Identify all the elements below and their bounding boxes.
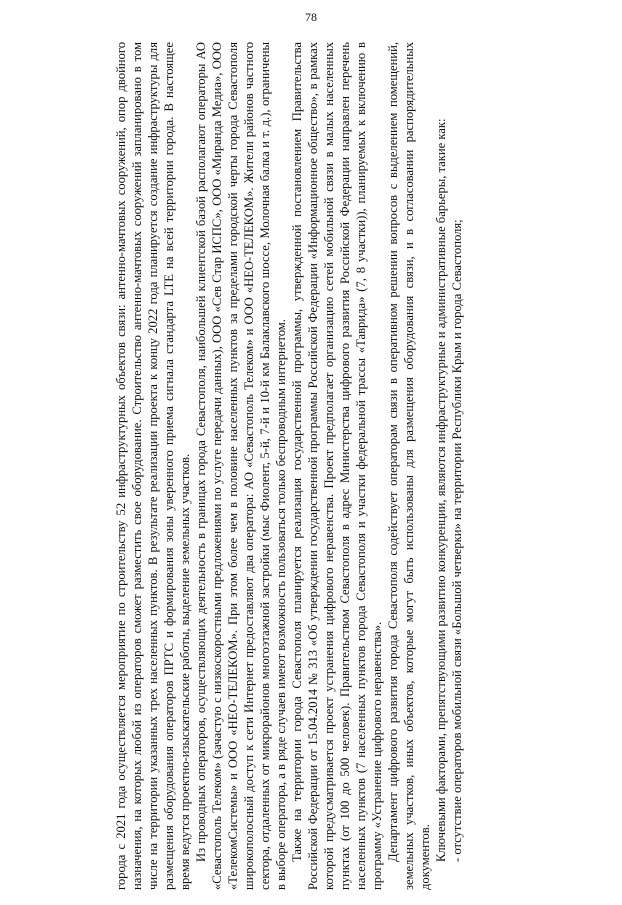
paragraph-4: Департамент цифрового развития города Севастополя содействует операторам связи в оперативном решении вопросов с выделением помещений, земельных участков, иных объектов, которые могут быть использованы для размещения оборудования связи, и в согласовании распорядительных документов. bbox=[386, 42, 432, 890]
paragraph-3: Также на территории города Севастополя планируется реализация государственной программы, утвержденной постановлением Правительства Российской Федерации от 15.04.2014 № 313 «Об утверждении государственной программы Российской Федерации «Информационное общество», в рамках которой предусматривается проект устранения цифрового неравенства. Проект предполагает организацию сетей мобильной связи в малых населенных пунктах (от 100 до 500 человек). Правительством Севастополя в адрес Министерства цифрового развития Российской Федерации направлен перечень населенных пунктов (7 населенных пунктов города Севастополя и участки федеральной трассы «Таврида» (7, 8 участки)), планируемых к включению в программу «Устранение цифрового неравенства». bbox=[290, 42, 384, 890]
paragraph-1: города с 2021 года осуществляется мероприятие по строительству 52 инфраструктурных объектов связи: антенно-мачтовых сооружений, опор двойного назначения, на которых любой из операторов сможет разместить свое оборудование. Строительство антенно-мачтовых сооружений запланировано в том числе на территории указанных трех населенных пунктов. В результате реализации проекта к концу 2022 года планируется создание инфраструктуры для размещения оборудования операторов ПРТС и формирования зоны уверенного приема сигнала стандарта LTE на всей территории города. В настоящее время ведутся проектно-изыскательские работы, выделение земельных участков. bbox=[114, 42, 192, 890]
paragraph-6: - отсутствие операторов мобильной связи «Большой четверки» на территории Республики Крым и города Севастополя; bbox=[450, 219, 464, 862]
paragraph-5: Ключевыми факторами, препятствующими развитию конкуренции, являются инфраструктурные и административные барьеры, такие как: bbox=[434, 118, 448, 862]
rotated-text-block bbox=[113, 42, 613, 890]
paragraph-2: Из проводных операторов, осуществляющих деятельность в границах города Севастополя, наибольшей клиентской базой располагают операторы АО «Севастополь Телеком» (зачастую с низкоскоростными предложениями по услуге передачи данных), ООО «Сев Стар ИСПС», ООО «Миранда Медиа», ООО «ТелекомСистемы» и ООО «НЕО-ТЕЛЕКОМ». При этом более чем в половине населенных пунктов за пределами городской черты города Севастополя широкополосный доступ к сети Интернет предоставляют два оператора: АО «Севастополь Телеком» и ООО «НЕО-ТЕЛЕКОМ». Жители районов частного сектора, отдаленных от микрорайонов многоэтажной застройки (мыс Фиолент, 5-й, 7-й и 10-й км Балаклавского шоссе, Молочная балка и т. д.), ограничены в выборе оператора, а в ряде случаев имеют возможность пользоваться только беспроводным интернетом. bbox=[194, 42, 288, 890]
page-number: 78 bbox=[305, 10, 317, 24]
